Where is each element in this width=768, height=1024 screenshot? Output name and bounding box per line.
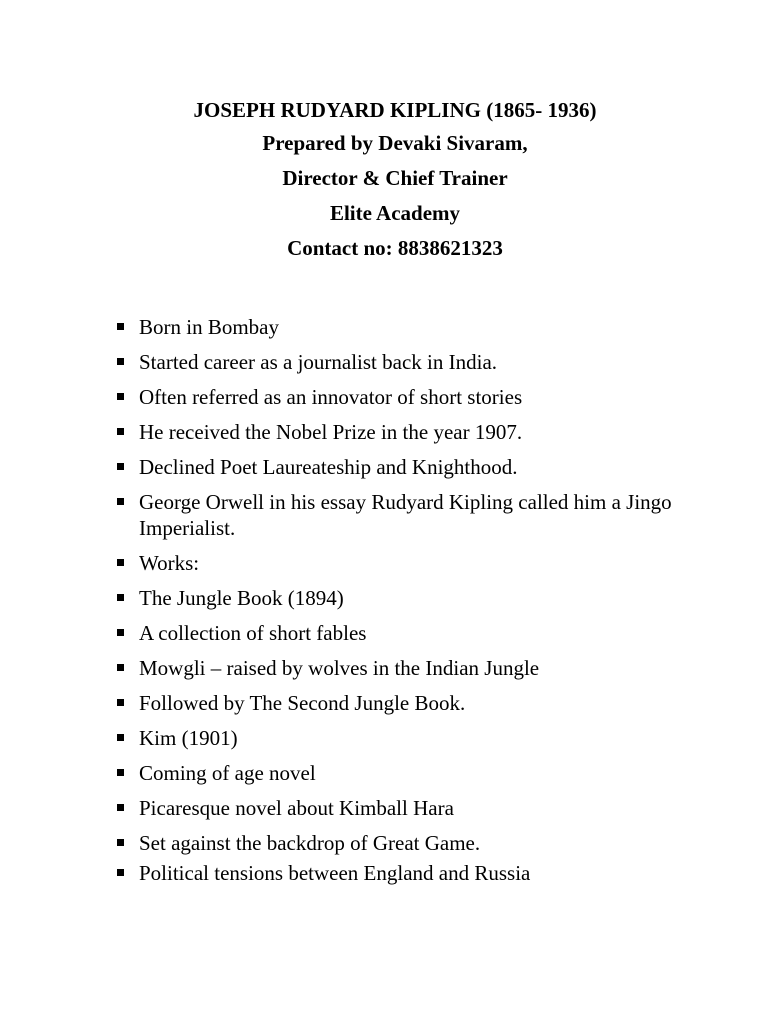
list-item [112,830,712,856]
list-item [112,760,712,786]
list-item [112,419,712,445]
list-item-text: Declined Poet Laureateship and Knighthood. [139,455,518,479]
list-item [112,585,712,611]
list-item-text: Born in Bombay [139,315,279,339]
list-item-text: Often referred as an innovator of short stories [139,385,523,409]
list-item-text: Set against the backdrop of Great Game. [139,831,481,855]
square-bullet-icon [117,699,124,706]
list-item-text: Kim (1901) [139,726,238,750]
bullet-list [112,314,712,895]
square-bullet-icon [117,664,124,671]
list-item [112,314,712,340]
list-item-text: Picaresque novel about Kimball Hara [139,796,454,820]
square-bullet-icon [117,428,124,435]
list-item-text: Political tensions between England and Russia [139,861,531,885]
list-item-text: Mowgli – raised by wolves in the Indian Jungle [139,656,540,680]
list-item [112,655,712,681]
square-bullet-icon [117,323,124,330]
square-bullet-icon [117,804,124,811]
list-item-text: Followed by The Second Jungle Book. [139,691,466,715]
document-title: JOSEPH RUDYARD KIPLING (1865- 1936) [193,98,597,122]
list-item [112,384,712,410]
list-item [112,454,712,480]
square-bullet-icon [117,594,124,601]
square-bullet-icon [117,393,124,400]
list-item-text: Started career as a journalist back in India. [139,350,498,374]
academy-line: Elite Academy [329,201,461,225]
list-item [112,349,712,375]
square-bullet-icon [117,463,124,470]
list-item [112,550,712,576]
square-bullet-icon [117,769,124,776]
square-bullet-icon [117,559,124,566]
square-bullet-icon [117,358,124,365]
list-item-text: George Orwell in his essay Rudyard Kipling called him a Jingo Imperialist. [139,490,672,540]
list-item-text: Coming of age novel [139,761,316,785]
document-header [0,94,768,266]
list-item [112,725,712,751]
list-item [112,795,712,821]
list-item [112,489,712,541]
contact-line: Contact no: 8838621323 [287,236,503,260]
list-item-text: He received the Nobel Prize in the year 1907. [139,420,523,444]
square-bullet-icon [117,839,124,846]
role-line: Director & Chief Trainer [282,166,508,190]
square-bullet-icon [117,869,124,876]
list-item [112,620,712,646]
list-item-text: A collection of short fables [139,621,367,645]
square-bullet-icon [117,498,124,505]
list-item-text: Works: [139,551,200,575]
prepared-by-line: Prepared by Devaki Sivaram, [262,131,528,155]
square-bullet-icon [117,734,124,741]
list-item [112,690,712,716]
list-item [112,860,712,886]
square-bullet-icon [117,629,124,636]
list-item-text: The Jungle Book (1894) [139,586,344,610]
